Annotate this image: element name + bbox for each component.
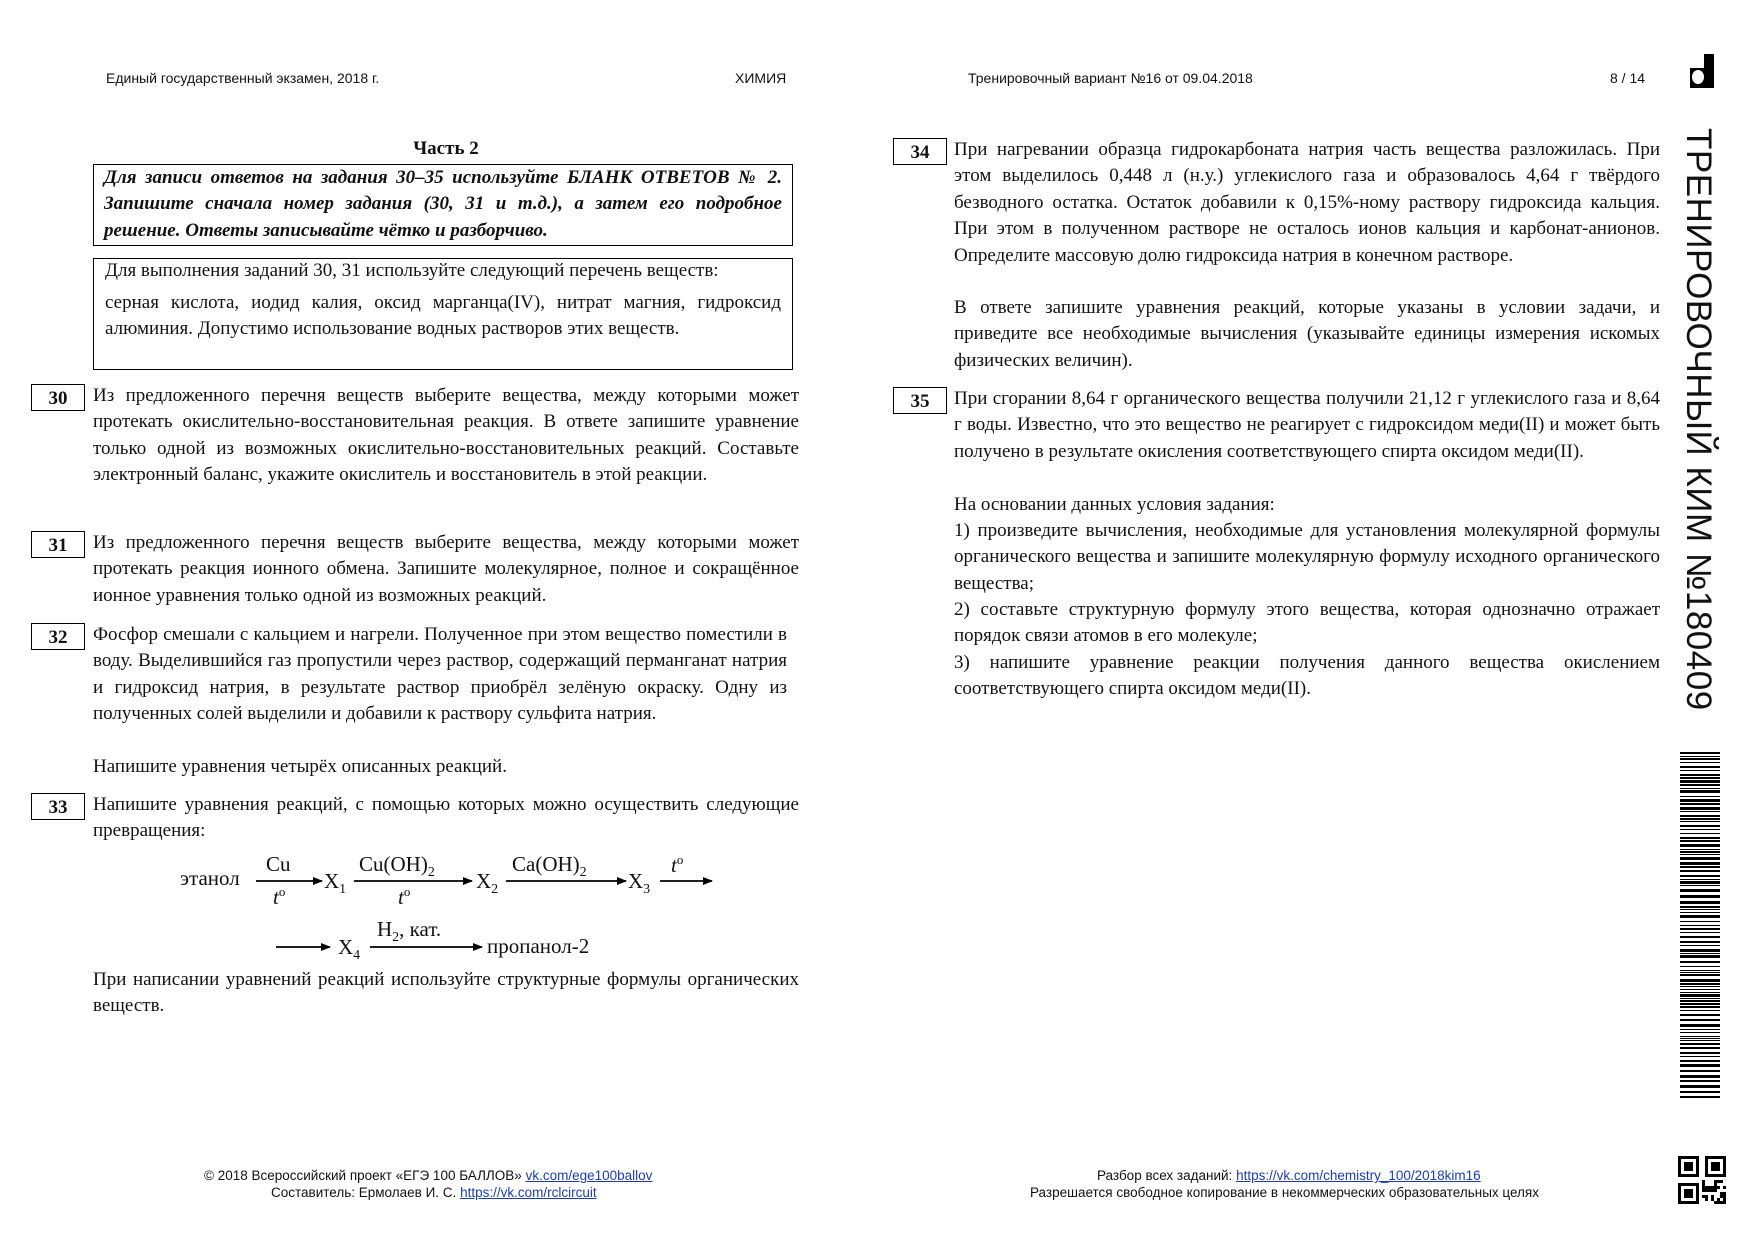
qr-module (1696, 1159, 1699, 1162)
task-33-text: Напишите уравнения реакций, с помощью которых можно осуществить следующие превращения: (93, 794, 799, 842)
qr-module (1696, 1174, 1699, 1177)
barcode-bar (1680, 1096, 1720, 1098)
qr-module (1714, 1165, 1717, 1168)
barcode-bar (1680, 889, 1720, 892)
qr-module (1723, 1174, 1726, 1177)
qr-module (1702, 1189, 1705, 1192)
qr-module (1690, 1192, 1693, 1195)
barcode-bar (1680, 875, 1720, 877)
qr-module (1702, 1183, 1705, 1186)
qr-module (1711, 1156, 1714, 1159)
barcode-bar (1680, 840, 1720, 842)
barcode-bar (1680, 994, 1720, 997)
qr-module (1687, 1189, 1690, 1192)
qr-module (1690, 1201, 1693, 1204)
barcode-bar (1680, 807, 1720, 810)
barcode-bar (1680, 1003, 1720, 1005)
qr-module (1681, 1156, 1684, 1159)
qr-module (1714, 1180, 1717, 1183)
qr-module (1696, 1201, 1699, 1204)
barcode-bar (1680, 1070, 1720, 1072)
qr-module (1678, 1171, 1681, 1174)
qr-module (1705, 1162, 1708, 1165)
scheme-x4: $X_4$ (338, 935, 361, 964)
barcode-bar (1680, 866, 1720, 868)
barcode-bar (1680, 979, 1720, 982)
qr-module (1711, 1174, 1714, 1177)
qr-module (1702, 1186, 1705, 1189)
barcode-bar (1680, 998, 1720, 999)
barcode-bar (1680, 915, 1720, 918)
qr-module (1705, 1165, 1708, 1168)
barcode-bar (1680, 766, 1720, 768)
substances-list: серная кислота, иодид калия, оксид марганца(IV), нитрат магния, гидроксид алюминия. Допустимо использование водных растворов этих веществ. (105, 292, 781, 340)
qr-module (1696, 1192, 1699, 1195)
qr-module (1723, 1195, 1726, 1198)
barcode-bar (1680, 851, 1720, 853)
scheme-x1: $X_1$ (324, 869, 347, 898)
qr-module (1693, 1174, 1696, 1177)
barcode-bar (1680, 879, 1720, 880)
qr-module (1696, 1171, 1699, 1174)
barcode-bar (1680, 906, 1720, 908)
footer-copyright: © 2018 Всероссийский проект «ЕГЭ 100 БАЛЛОВ» (204, 1168, 522, 1183)
qr-module (1696, 1156, 1699, 1159)
barcode-bar (1680, 818, 1720, 820)
part-title: Часть 2 (413, 138, 479, 159)
qr-module (1696, 1195, 1699, 1198)
qr-module (1678, 1162, 1681, 1165)
scheme-arrow6-top: $H_2$, кат. (377, 917, 442, 946)
barcode-bar (1680, 862, 1720, 865)
barcode-bar (1680, 1064, 1720, 1067)
qr-module (1720, 1192, 1723, 1195)
barcode-bar (1680, 811, 1720, 812)
footer-copy-notice: Разрешается свободное копирование в некоммерческих образовательных целях (1030, 1185, 1539, 1200)
barcode-bar (1680, 1019, 1720, 1021)
header-subject: ХИМИЯ (735, 70, 787, 86)
barcode-bar (1680, 885, 1720, 886)
qr-module (1687, 1168, 1690, 1171)
barcode-bar (1680, 844, 1720, 847)
qr-module (1711, 1162, 1714, 1165)
qr-module (1678, 1168, 1681, 1171)
qr-module (1723, 1168, 1726, 1171)
qr-module (1690, 1168, 1693, 1171)
scheme-arrow1-bottom: $t^o$ (273, 884, 286, 909)
barcode-bar (1680, 945, 1720, 946)
qr-module (1705, 1189, 1708, 1192)
barcode-bar (1680, 829, 1720, 830)
qr-module (1684, 1192, 1687, 1195)
task-number-31: 31 (31, 531, 85, 558)
task-35-text: При сгорании 8,64 г органического вещества получили 21,12 г углекислого газа и 8,64 г воды. Известно, что это вещество не реагирует с гидроксидом меди(II) и может быть получено в результате окисления соответствующего спирта оксидом меди(II). (954, 388, 1660, 462)
task-35-line2: На основании данных условия задания: (954, 494, 1275, 515)
qr-module (1678, 1186, 1681, 1189)
barcode-bar (1680, 901, 1720, 904)
task-31-text: Из предложенного перечня веществ выберите вещества, между которыми может протекать реакция ионного обмена. Запишите молекулярное, полное и сокращённое ионное уравнения только одной из возможных реакций. (93, 532, 799, 606)
qr-module (1696, 1189, 1699, 1192)
corner-marker (1690, 54, 1714, 88)
qr-module (1705, 1198, 1708, 1201)
qr-module (1714, 1183, 1717, 1186)
qr-module (1696, 1162, 1699, 1165)
barcode-bar (1680, 815, 1720, 817)
barcode-bar (1680, 986, 1720, 987)
qr-module (1687, 1156, 1690, 1159)
barcode-bars (1680, 752, 1720, 1098)
qr-module (1708, 1174, 1711, 1177)
barcode-bar (1680, 989, 1720, 990)
qr-module (1684, 1195, 1687, 1198)
qr-module (1705, 1168, 1708, 1171)
qr-module (1696, 1198, 1699, 1201)
barcode-bar (1680, 1060, 1720, 1062)
qr-module (1702, 1180, 1705, 1183)
barcode-bar (1680, 1091, 1720, 1093)
barcode-bar (1680, 949, 1720, 952)
barcode-bar (1680, 762, 1720, 763)
header-page-number: 8 / 14 (1610, 70, 1646, 86)
qr-module (1717, 1156, 1720, 1159)
footer-author: Составитель: Ермолаев И. С. (271, 1185, 457, 1200)
qr-module (1705, 1186, 1708, 1189)
qr-module (1690, 1162, 1693, 1165)
qr-module (1684, 1183, 1687, 1186)
barcode-bar (1680, 756, 1720, 757)
qr-module (1723, 1192, 1726, 1195)
footer-analysis-link[interactable]: https://vk.com/chemistry_100/2018kim16 (1236, 1168, 1481, 1183)
scheme-arrow3-top: $Ca(OH)_2$ (512, 852, 587, 881)
qr-module (1717, 1174, 1720, 1177)
qr-modules (1678, 1156, 1726, 1204)
qr-module (1684, 1189, 1687, 1192)
scheme-x2: $X_2$ (476, 869, 499, 898)
qr-module (1723, 1159, 1726, 1162)
qr-module (1696, 1168, 1699, 1171)
instruction-text: Для записи ответов на задания 30–35 используйте БЛАНК ОТВЕТОВ № 2. Запишите сначала номер задания (30, 31 и т.д.), а затем его подробное решение. Ответы записывайте чётко и разборчиво. (104, 167, 782, 241)
barcode-bar (1680, 925, 1720, 926)
footer-vk-link[interactable]: vk.com/ege100ballov (525, 1168, 653, 1183)
barcode-bar (1680, 1000, 1720, 1002)
task-30-text: Из предложенного перечня веществ выберите вещества, между которыми может протекать окислительно-восстановительная реакция. В ответе запишите уравнение только одной из возможных окислительно-восстановительных реакций. Составьте электронный баланс, укажите окислитель и восстановитель в этой реакции. (93, 385, 799, 486)
substances-intro: Для выполнения заданий 30, 31 используйте следующий перечень веществ: (105, 260, 719, 281)
task-33-after: При написании уравнений реакций используйте структурные формулы органических веществ. (93, 969, 799, 1017)
qr-module (1705, 1159, 1708, 1162)
qr-module (1678, 1174, 1681, 1177)
barcode-bar (1680, 961, 1720, 963)
barcode-bar (1680, 1043, 1720, 1045)
footer-left-line2 (271, 1185, 597, 1201)
barcode-bar (1680, 774, 1720, 776)
barcode-bar (1680, 849, 1720, 850)
barcode-bar (1680, 1056, 1720, 1057)
qr-module (1717, 1168, 1720, 1171)
barcode-bar (1680, 799, 1720, 802)
qr-code-image (1678, 1156, 1726, 1204)
qr-module (1714, 1162, 1717, 1165)
qr-module (1717, 1186, 1720, 1189)
task-34-extra: В ответе запишите уравнения реакций, которые указаны в условии задачи, и приведите все необходимые вычисления (указывайте единицы измерения искомых физических величин). (954, 297, 1660, 371)
qr-module (1687, 1183, 1690, 1186)
qr-module (1684, 1165, 1687, 1168)
footer-left-line1 (204, 1168, 652, 1184)
qr-module (1720, 1174, 1723, 1177)
barcode-bar (1680, 777, 1720, 779)
qr-module (1714, 1174, 1717, 1177)
qr-module (1714, 1201, 1717, 1204)
barcode-bar (1680, 1029, 1720, 1030)
barcode-image (1680, 752, 1720, 1102)
qr-module (1723, 1156, 1726, 1159)
qr-module (1690, 1174, 1693, 1177)
barcode-bar (1680, 803, 1720, 805)
qr-module (1705, 1156, 1708, 1159)
qr-module (1684, 1201, 1687, 1204)
barcode-bar (1680, 1040, 1720, 1041)
barcode-bar (1680, 1024, 1720, 1027)
barcode-bar (1680, 784, 1720, 786)
task-number-34: 34 (893, 138, 947, 165)
barcode-bar (1680, 1014, 1720, 1016)
qr-module (1714, 1189, 1717, 1192)
qr-module (1711, 1198, 1714, 1201)
barcode-bar (1680, 1052, 1720, 1054)
task-32-extra: Напишите уравнения четырёх описанных реакций. (93, 756, 507, 777)
barcode-bar (1680, 953, 1720, 954)
qr-module (1678, 1198, 1681, 1201)
qr-module (1720, 1201, 1723, 1204)
qr-module (1720, 1195, 1723, 1198)
qr-module (1678, 1192, 1681, 1195)
qr-module (1687, 1201, 1690, 1204)
header-variant: Тренировочный вариант №16 от 09.04.2018 (968, 70, 1253, 86)
qr-module (1711, 1165, 1714, 1168)
scheme-x3: $X_3$ (628, 869, 651, 898)
header-exam: Единый государственный экзамен, 2018 г. (106, 70, 380, 86)
barcode-bar (1680, 1085, 1720, 1088)
barcode-bar (1680, 932, 1720, 933)
qr-module (1711, 1168, 1714, 1171)
barcode-bar (1680, 870, 1720, 872)
barcode-bar (1680, 825, 1720, 827)
barcode-bar (1680, 770, 1720, 771)
footer-analysis-label: Разбор всех заданий: (1097, 1168, 1233, 1183)
qr-module (1681, 1201, 1684, 1204)
footer-author-link[interactable]: https://vk.com/rclcircuit (460, 1185, 597, 1200)
vertical-kim-title: ТРЕНИРОВОЧНЫЙ КИМ №180409 (1679, 128, 1718, 711)
barcode-bar (1680, 833, 1720, 834)
qr-module (1717, 1198, 1720, 1201)
qr-module (1696, 1186, 1699, 1189)
scheme-end: пропанол-2 (487, 934, 590, 958)
qr-module (1723, 1186, 1726, 1189)
qr-module (1714, 1168, 1717, 1171)
barcode-bar (1680, 857, 1720, 860)
qr-module (1723, 1165, 1726, 1168)
qr-module (1711, 1189, 1714, 1192)
qr-module (1678, 1183, 1681, 1186)
barcode-bar (1680, 854, 1720, 855)
qr-module (1708, 1189, 1711, 1192)
barcode-bar (1680, 1075, 1720, 1078)
qr-module (1678, 1201, 1681, 1204)
task-35-item1: 1) произведите вычисления, необходимые для установления молекулярной формулы органического вещества и запишите молекулярную формулу исходного органического вещества; (954, 520, 1660, 594)
qr-module (1690, 1165, 1693, 1168)
qr-module (1705, 1195, 1708, 1198)
task-35-item3: 3) напишите уравнение реакции получения данного вещества окислением соответствующего спирта оксидом меди(II). (954, 652, 1660, 700)
qr-module (1678, 1195, 1681, 1198)
barcode-bar (1680, 758, 1720, 760)
qr-module (1678, 1159, 1681, 1162)
qr-module (1717, 1201, 1720, 1204)
barcode-bar (1680, 837, 1720, 839)
qr-module (1717, 1162, 1720, 1165)
qr-module (1708, 1186, 1711, 1189)
barcode-bar (1680, 1038, 1720, 1039)
task-32-text: Фосфор смешали с кальцием и нагрели. Полученное при этом вещество поместили в воду. Выделившийся газ пропустили через раствор, содержащий перманганат натрия и гидроксид натрия, в результате раствор приобрёл зелёную окраску. Одну из полученных солей выделили и добавили к раствору сульфита натрия. (93, 624, 787, 725)
qr-module (1690, 1195, 1693, 1198)
qr-module (1681, 1183, 1684, 1186)
barcode-bar (1680, 928, 1720, 930)
barcode-bar (1680, 909, 1720, 910)
qr-module (1693, 1201, 1696, 1204)
qr-module (1711, 1186, 1714, 1189)
barcode-bar (1680, 1047, 1720, 1049)
task-number-35: 35 (893, 387, 947, 414)
qr-module (1702, 1195, 1705, 1198)
qr-module (1684, 1168, 1687, 1171)
barcode-bar (1680, 1006, 1720, 1008)
qr-module (1693, 1183, 1696, 1186)
task-number-30: 30 (31, 384, 85, 411)
qr-module (1687, 1195, 1690, 1198)
barcode-bar (1680, 1032, 1720, 1033)
qr-module (1720, 1156, 1723, 1159)
barcode-bar (1680, 788, 1720, 789)
task-number-32: 32 (31, 623, 85, 650)
qr-module (1705, 1171, 1708, 1174)
barcode-bar (1680, 821, 1720, 822)
qr-module (1690, 1183, 1693, 1186)
barcode-bar (1680, 921, 1720, 922)
qr-module (1678, 1165, 1681, 1168)
barcode-bar (1680, 941, 1720, 943)
qr-module (1705, 1174, 1708, 1177)
barcode-bar (1680, 972, 1720, 973)
qr-module (1696, 1165, 1699, 1168)
qr-module (1717, 1180, 1720, 1183)
scheme-start: этанол (180, 866, 240, 890)
barcode-bar (1680, 992, 1720, 993)
qr-module (1693, 1156, 1696, 1159)
footer-right-line1 (1097, 1168, 1481, 1184)
qr-module (1681, 1174, 1684, 1177)
barcode-bar (1680, 974, 1720, 976)
barcode-bar (1680, 912, 1720, 913)
qr-module (1714, 1156, 1717, 1159)
scheme-arrow4-top: $t^o$ (671, 852, 684, 877)
barcode-bar (1680, 1010, 1720, 1011)
barcode-bar (1680, 966, 1720, 967)
qr-module (1723, 1171, 1726, 1174)
qr-module (1723, 1162, 1726, 1165)
qr-module (1687, 1192, 1690, 1195)
barcode-bar (1680, 796, 1720, 797)
qr-module (1684, 1162, 1687, 1165)
task-35-item2: 2) составьте структурную формулу этого вещества, которая однозначно отражает порядок связи атомов в его молекуле; (954, 599, 1660, 647)
qr-module (1717, 1165, 1720, 1168)
qr-module (1720, 1180, 1723, 1183)
qr-module (1687, 1162, 1690, 1165)
qr-module (1711, 1195, 1714, 1198)
qr-module (1723, 1201, 1726, 1204)
barcode-bar (1680, 1080, 1720, 1082)
qr-module (1678, 1156, 1681, 1159)
qr-module (1708, 1156, 1711, 1159)
scheme-arrow2-bottom: $t^o$ (398, 884, 411, 909)
barcode-bar (1680, 970, 1720, 971)
scheme-arrow1-top: Cu (266, 852, 291, 876)
barcode-bar (1680, 936, 1720, 938)
barcode-bar (1680, 780, 1720, 783)
qr-module (1684, 1156, 1687, 1159)
barcode-bar (1680, 955, 1720, 958)
qr-module (1690, 1156, 1693, 1159)
task-34-text: При нагревании образца гидрокарбоната натрия часть вещества разложилась. При этом выделилось 0,448 л (н.у.) углекислого газа и образовалось 4,64 г твёрдого безводного остатка. Остаток добавили к 0,15%-ному раствору гидроксида кальция. При этом в полученном растворе не осталось ионов кальция и карбонат-анионов. Определите массовую долю гидроксида натрия в конечном растворе. (954, 139, 1660, 266)
qr-module (1687, 1165, 1690, 1168)
qr-module (1684, 1174, 1687, 1177)
barcode-bar (1680, 790, 1720, 793)
qr-module (1714, 1186, 1717, 1189)
scheme-arrow2-top: $Cu(OH)_2$ (359, 852, 435, 881)
barcode-bar (1680, 895, 1720, 898)
qr-module (1696, 1183, 1699, 1186)
task-number-33: 33 (31, 793, 85, 820)
barcode-bar (1680, 752, 1720, 754)
qr-module (1678, 1189, 1681, 1192)
qr-module (1690, 1189, 1693, 1192)
qr-module (1687, 1174, 1690, 1177)
barcode-bar (1680, 881, 1720, 884)
barcode-bar (1680, 983, 1720, 985)
barcode-bar (1680, 1036, 1720, 1037)
qr-module (1723, 1198, 1726, 1201)
